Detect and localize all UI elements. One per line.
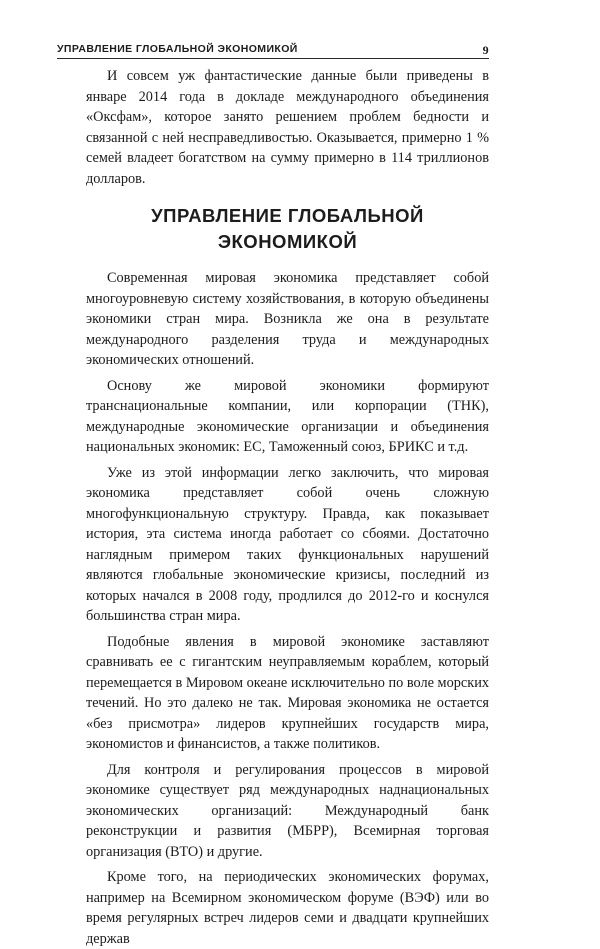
header-rule <box>57 58 489 59</box>
paragraph-4: Подобные явления в мировой экономике заставляют сравнивать ее с гигантским неуправляемым кораблем, который перемещается в Мировом океане исключительно по воле морских течений. Но это далеко не так. Мировая экономика не остается «без присмотра» лидеров крупнейших государств мира, экономистов и финансистов, а также политиков. <box>86 633 489 752</box>
running-header <box>57 43 489 59</box>
body-text <box>86 66 489 949</box>
paragraph-6: Кроме того, на периодических экономических форумах, например на Всемирном экономическом форуме (ВЭФ) или во время регулярных встреч лидеров семи и двадцати крупнейших держав <box>86 869 489 947</box>
intro-paragraph: И совсем уж фантастические данные были приведены в январе 2014 года в докладе международного объединения «Оксфам», которое занято решением проблем бедности и связанной с ней несправедливостью. Оказывается, примерно 1 % семей владеет богатством на сумму примерно в 114 триллионов долларов. <box>86 68 489 187</box>
page-number: 9 <box>482 43 489 57</box>
paragraph-2: Основу же мировой экономики формируют транснациональные компании, или корпорации (ТНК), международные экономические организации и объединения национальных экономик: ЕС, Таможенный союз, БРИКС и т.д. <box>86 377 489 455</box>
paragraph-3: Уже из этой информации легко заключить, что мировая экономика представляет собой очень сложную многофункциональную структуру. Правда, как показывает история, эта система иногда работает со сбоями. Достаточно наглядным примером таких функциональных нарушений являются глобальные экономические кризисы, последний из которых начался в 2008 году, продлился до 2012-го и коснулся большинства стран мира. <box>86 464 489 624</box>
running-head-title: УПРАВЛЕНИЕ ГЛОБАЛЬНОЙ ЭКОНОМИКОЙ <box>57 43 298 55</box>
section-heading: УПРАВЛЕНИЕ ГЛОБАЛЬНОЙ ЭКОНОМИКОЙ <box>151 205 424 252</box>
paragraph-5: Для контроля и регулирования процессов в мировой экономике существует ряд международных наднациональных экономических организаций: Международный банк реконструкции и развития (МБРР), Всемирная торговая организация (ВТО) и другие. <box>86 761 489 860</box>
paragraph-1: Современная мировая экономика представляет собой многоуровневую систему хозяйствования, в которую объединены экономики стран мира. Возникла же она в результате международного разделения труда и международных экономических отношений. <box>86 270 489 368</box>
